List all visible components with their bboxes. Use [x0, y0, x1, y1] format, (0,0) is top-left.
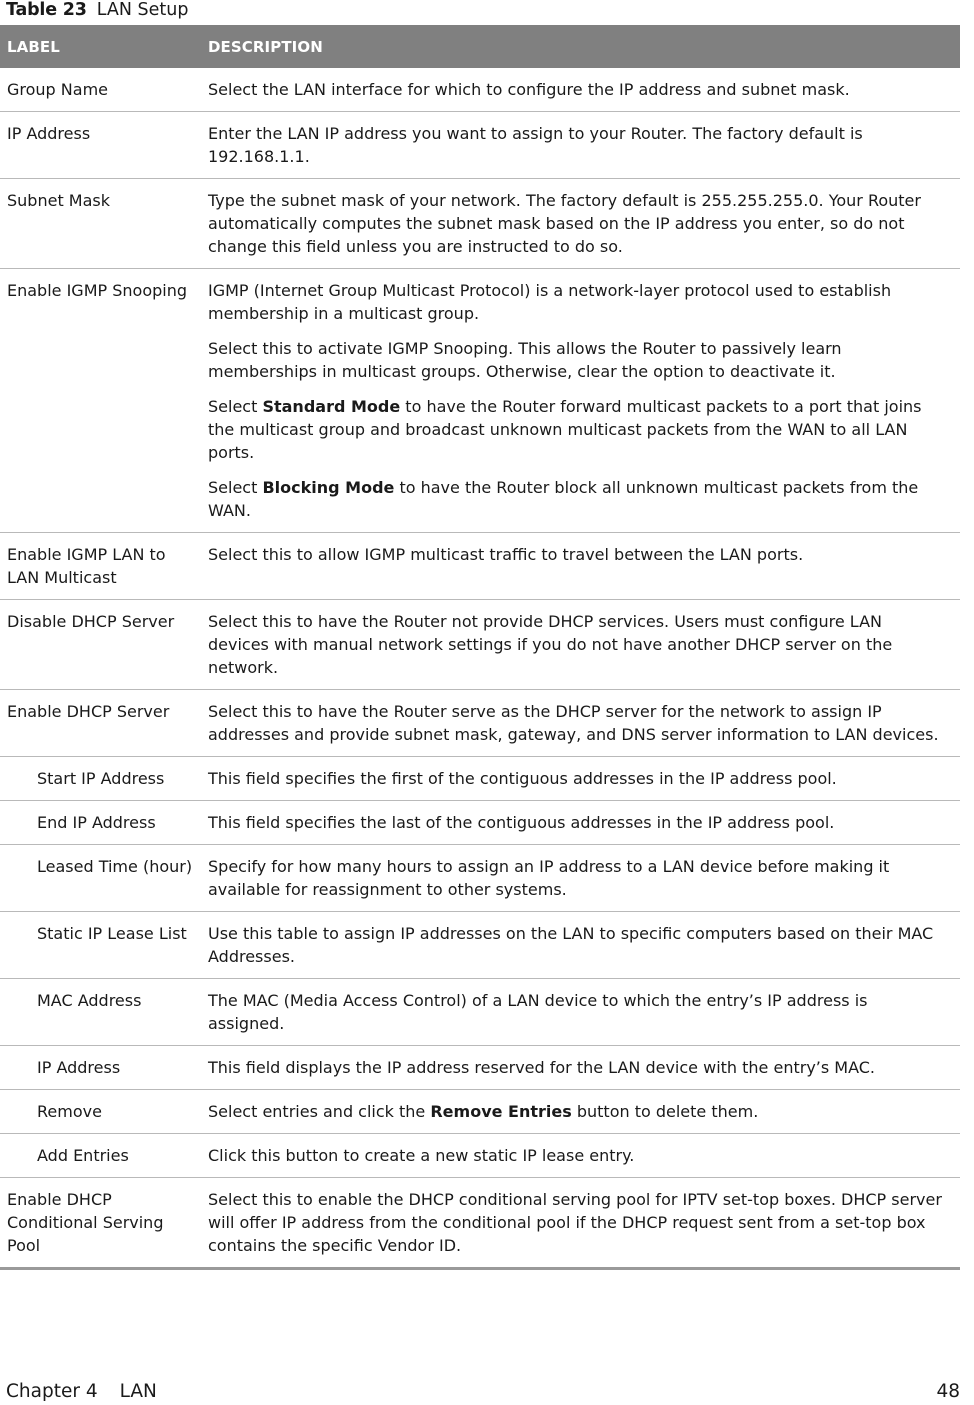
page-number: 48: [936, 1381, 960, 1402]
chapter-number: Chapter 4: [6, 1381, 98, 1402]
description-paragraph: Select this to activate IGMP Snooping. This allows the Router to passively learn memberships in multicast groups. Otherwise, clear the option to deactivate it.: [208, 339, 842, 381]
table-row: [0, 1090, 960, 1134]
table-row: [0, 1134, 960, 1178]
text-run: Select: [208, 478, 263, 497]
bold-term: Blocking Mode: [262, 478, 395, 497]
text-run: Select: [208, 397, 263, 416]
table-row: [0, 533, 960, 600]
row-description: Select this to have the Router not provide DHCP services. Users must configure LAN devices with manual network settings if you do not have another DHCP server on the network.: [201, 600, 960, 690]
row-description: This field specifies the first of the contiguous addresses in the IP address pool.: [201, 757, 960, 801]
page-footer: [6, 1379, 960, 1405]
table-row: [0, 112, 960, 179]
description-paragraph: [208, 476, 946, 522]
row-label: Disable DHCP Server: [0, 600, 201, 690]
row-description: This field specifies the last of the contiguous addresses in the IP address pool.: [201, 801, 960, 845]
table-row: [0, 845, 960, 912]
row-description: Enter the LAN IP address you want to assign to your Router. The factory default is 192.168.1.1.: [201, 112, 960, 179]
description-paragraph: IGMP (Internet Group Multicast Protocol) is a network-layer protocol used to establish membership in a multicast group.: [208, 281, 892, 323]
table-header-row: [0, 25, 960, 68]
text-run: Select entries and click the: [208, 1102, 431, 1121]
table-row: [0, 68, 960, 112]
table-row: [0, 690, 960, 757]
table-number: Table 23: [6, 0, 87, 20]
row-description: The MAC (Media Access Control) of a LAN device to which the entry’s IP address is assigned.: [201, 979, 960, 1046]
table-row: [0, 757, 960, 801]
description-paragraph: [208, 395, 946, 464]
table-row: [0, 179, 960, 269]
row-description: Click this button to create a new static IP lease entry.: [201, 1134, 960, 1178]
table-title: LAN Setup: [96, 0, 189, 20]
row-description: Select this to allow IGMP multicast traffic to travel between the LAN ports.: [201, 533, 960, 600]
row-description: Use this table to assign IP addresses on the LAN to specific computers based on their MAC Addresses.: [201, 912, 960, 979]
row-label: Start IP Address: [0, 757, 201, 801]
table-row: [0, 912, 960, 979]
row-label: Remove: [0, 1090, 201, 1134]
row-label: Leased Time (hour): [0, 845, 201, 912]
row-label: Enable DHCP Conditional Serving Pool: [0, 1178, 201, 1269]
chapter-title: LAN: [119, 1381, 157, 1402]
table-row: [0, 1178, 960, 1269]
row-label: Group Name: [0, 68, 201, 112]
footer-chapter: [6, 1379, 157, 1405]
row-description: [201, 1090, 960, 1134]
table-row: [0, 801, 960, 845]
row-description: Select the LAN interface for which to configure the IP address and subnet mask.: [201, 68, 960, 112]
lan-setup-table: [0, 25, 960, 1270]
row-label: Enable IGMP Snooping: [0, 269, 201, 533]
row-description: Select this to have the Router serve as the DHCP server for the network to assign IP addresses and provide subnet mask, gateway, and DNS server information to LAN devices.: [201, 690, 960, 757]
table-row: [0, 979, 960, 1046]
row-label: End IP Address: [0, 801, 201, 845]
text-run: to have the Router block all unknown multicast packets from the WAN.: [208, 478, 919, 520]
bold-term: Remove Entries: [430, 1102, 572, 1121]
header-label: LABEL: [0, 25, 201, 68]
row-description: Select this to enable the DHCP conditional serving pool for IPTV set-top boxes. DHCP server will offer IP address from the conditional pool if the DHCP request sent from a set-top box contains the specific Vendor ID.: [201, 1178, 960, 1269]
text-run: button to delete them.: [571, 1102, 759, 1121]
row-label: IP Address: [0, 1046, 201, 1090]
row-label: Enable IGMP LAN to LAN Multicast: [0, 533, 201, 600]
text-run: to have the Router forward multicast packets to a port that joins the multicast group and broadcast unknown multicast packets from the WAN to all LAN ports.: [208, 397, 922, 462]
row-label: MAC Address: [0, 979, 201, 1046]
row-description: This field displays the IP address reserved for the LAN device with the entry’s MAC.: [201, 1046, 960, 1090]
table-row: [0, 1046, 960, 1090]
table-row: [0, 600, 960, 690]
header-description: DESCRIPTION: [201, 25, 960, 68]
row-label: Static IP Lease List: [0, 912, 201, 979]
table-caption: [6, 0, 188, 22]
row-description: [201, 269, 960, 533]
row-label: IP Address: [0, 112, 201, 179]
table-row: [0, 269, 960, 533]
bold-term: Standard Mode: [262, 397, 401, 416]
row-description: Specify for how many hours to assign an IP address to a LAN device before making it available for reassignment to other systems.: [201, 845, 960, 912]
row-label: Enable DHCP Server: [0, 690, 201, 757]
row-label: Subnet Mask: [0, 179, 201, 269]
row-description: Type the subnet mask of your network. The factory default is 255.255.255.0. Your Router automatically computes the subnet mask based on the IP address you enter, so do not change this field unless you are instructed to do so.: [201, 179, 960, 269]
row-label: Add Entries: [0, 1134, 201, 1178]
